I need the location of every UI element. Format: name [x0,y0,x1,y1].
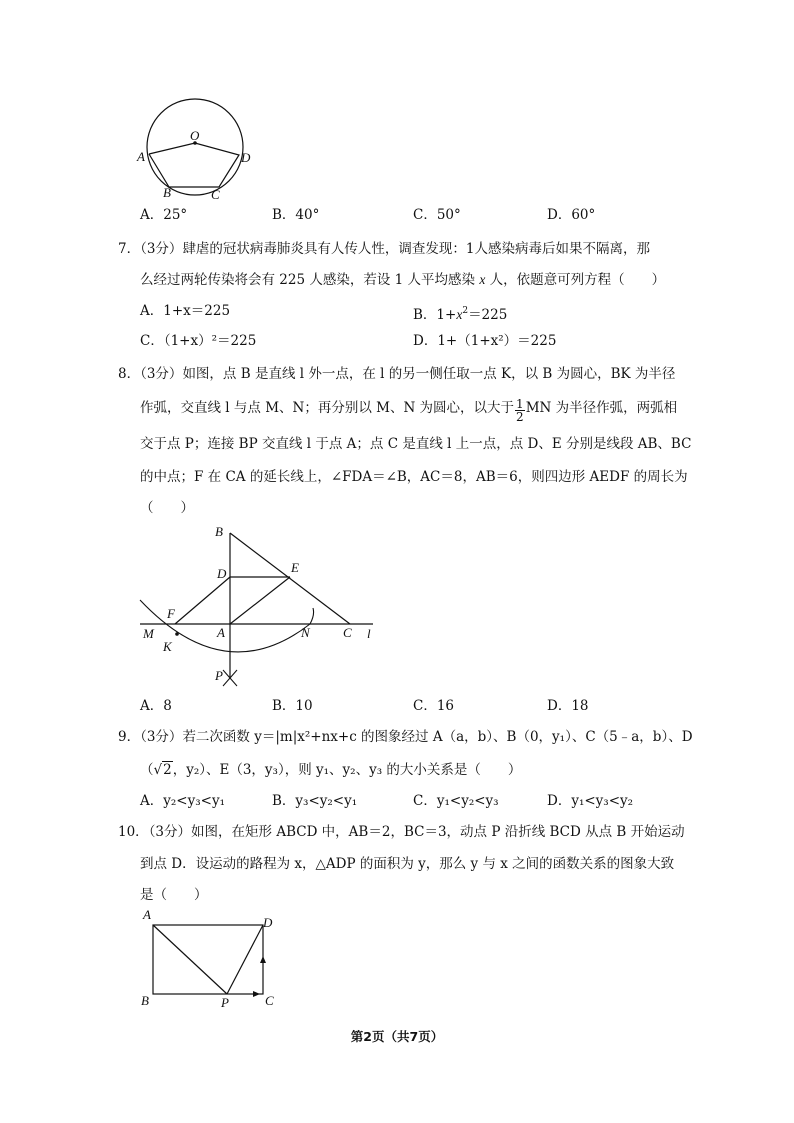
q9-line-1: 9．（3分）若二次函数 y＝|m|x²+nx+c 的图象经过 A（a，b）、B（0，y₁）、C（5﹣a，b）、D [118,729,693,745]
q8-option-b: B．10 [272,698,313,714]
q8-line-1: 8．（3分）如图，点 B 是直线 l 外一点，在 l 的另一侧任取一点 K，以 B 为圆心，BK 为半径 [118,366,676,382]
q10-figure [135,905,295,1015]
pentagon-lines [149,143,239,187]
svg-text:N: N [301,625,310,640]
q10-line-3: 是（ ） [140,887,208,903]
label-d: D [241,150,251,165]
q7-option-a: A．1+x＝225 [140,303,231,319]
circle-figure [135,95,265,207]
q7-line-2: 么经过两轮传染将会有 225 人感染，若设 1 人平均感染 x 人，依题意可列方程（ ） [140,272,666,288]
q7-option-d: D．1+（1+x²）＝225 [413,333,557,349]
svg-text:C: C [265,993,274,1008]
q6-option-b: B．40° [272,207,320,223]
q9-option-c: C．y₁<y₂<y₃ [413,793,499,809]
circle-o [147,99,243,195]
label-b: B [163,185,171,200]
svg-text:A: A [217,625,225,640]
label-a: A [137,149,145,164]
fraction-one-half: $\frac{1}{2}$ [516,397,524,424]
q8-figure [135,520,385,690]
svg-text:D: D [263,915,273,930]
svg-text:B: B [141,993,149,1008]
q8-line-5: （ ） [140,500,194,516]
q6-option-a: A．25° [140,207,188,223]
q8-option-a: A．8 [140,698,172,714]
q9-option-d: D．y₁<y₃<y₂ [547,793,634,809]
svg-text:B: B [215,524,223,539]
svg-text:C: C [343,625,352,640]
q7-line-1: 7．（3分）肆虐的冠状病毒肺炎具有人传人性，调查发现：1人感染病毒后如果不隔离，那 [118,241,651,257]
label-c: C [211,187,220,202]
svg-text:P: P [215,668,223,683]
q6-option-d: D．60° [547,207,596,223]
q9-option-a: A．y₂<y₃<y₁ [140,793,225,809]
q9-option-b: B．y₃<y₂<y₁ [272,793,358,809]
svg-text:E: E [291,560,299,575]
sqrt-two: √2 [153,762,172,778]
q8-option-d: D．18 [547,698,589,714]
svg-text:D: D [217,566,227,581]
svg-text:P: P [221,995,229,1010]
label-o: O [190,128,200,143]
q10-line-2: 到点 D．设运动的路程为 x，△ADP 的面积为 y，那么 y 与 x 之间的函数关系的图象大致 [140,856,675,872]
svg-text:l: l [367,626,371,641]
q8-line-4: 的中点；F 在 CA 的延长线上，∠FDA＝∠B，AC＝8，AB＝6，则四边形 AEDF 的周长为 [140,469,688,485]
q7-option-c: C．（1+x）²＝225 [140,333,257,349]
q8-line-2: 作弧，交直线 l 与点 M、N；再分别以 M、N 为圆心，以大于 $\frac{1}{2}$ MN 为半径作弧，两弧相 [140,397,678,424]
q10-line-1: 10．（3分）如图，在矩形 ABCD 中，AB＝2，BC＝3，动点 P 沿折线 BCD 从点 B 开始运动 [118,824,685,840]
q7-option-b: B．$1+x^2=225$ [413,306,508,323]
q8-option-c: C．16 [413,698,455,714]
q8-line-3: 交于点 P；连接 BP 交直线 l 于点 A；点 C 是直线 l 上一点，点 D、E 分别是线段 AB、BC [140,436,692,452]
q6-option-c: C．50° [413,207,461,223]
q9-line-2: （√2，y₂）、E（3，y₃），则 y₁、y₂、y₃ 的大小关系是（ ） [140,762,522,778]
svg-text:K: K [163,639,172,654]
svg-text:M: M [143,626,154,641]
page-footer: 第2页（共7页） [350,1029,444,1044]
svg-text:A: A [143,907,151,922]
svg-text:F: F [167,606,175,621]
